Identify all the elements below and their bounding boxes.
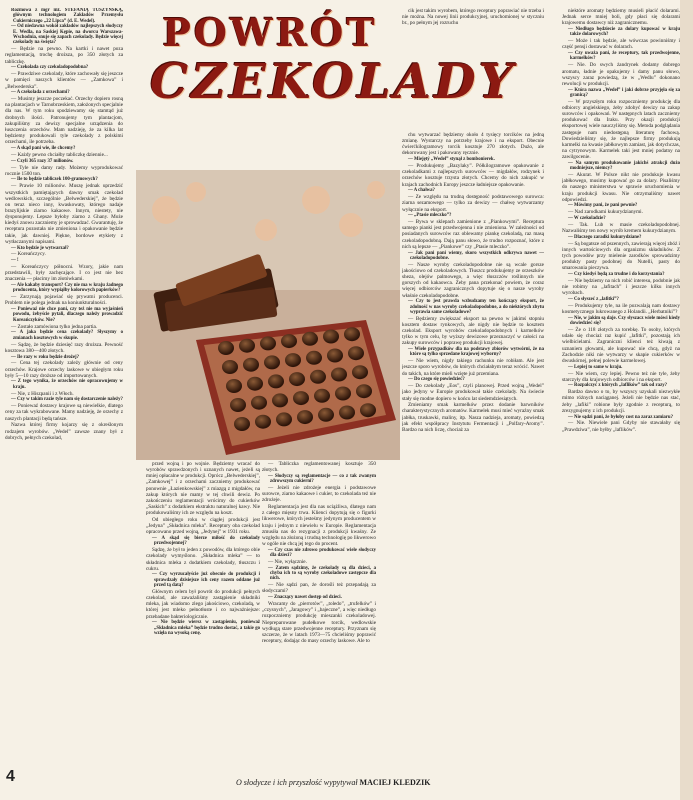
interview-question: — Czy w takim razie tyle nam się dostarczenie należy? xyxy=(11,397,123,403)
praline xyxy=(260,336,276,350)
interview-question: — Czy wyrzucałyście już obecnie do produkcji i sprawdzały dzisiejsze ich ceny razem oddane już przed tą datą? xyxy=(152,572,260,589)
interview-question: — ! xyxy=(11,258,19,264)
interview-answer: — Nie wiem, nigdy takiego rachunku nie robiłam. Ale jest jeszcze sporo wyrobów, do których chciałabym teraz wrócić. Nawet do takich, na które mieli wzięte już przemiana. xyxy=(402,358,544,377)
interview-question: — Znaczący nawet dostęp od dzieci. xyxy=(268,595,342,601)
interview-answer: — Tyle nie damy rady. Możemy wyprodukować rocznie 1500 ton. xyxy=(5,164,123,177)
interview-question: — Zatem sądzimy, że czekolady są dla dzieci, a chyba ich to są wyroby czekoladowe zastępcze dla nich. xyxy=(268,565,376,582)
interview-answer: — Zostało zamówiona tylko jedna partia. xyxy=(11,323,98,330)
praline xyxy=(276,412,292,426)
interview-answer: — Jeżeli nie zdrożeje energia i podstawowe surowce, ziarno kakaowe i cukier, to czekolada też nie zdrożeje. xyxy=(262,485,376,504)
article-column-3 xyxy=(262,461,376,761)
praline xyxy=(293,391,309,405)
praline xyxy=(323,330,339,344)
interview-answer: — Nasze wyroby czekoladopodobne nie są wcale gorsze jakościowo od czekoladowych. Tłuszcz produkujemy ze orzeszków sheza, olejów palmowego, a więc tłuszczów roślinnych nie gorszych od kakaowca. Żeby pana przekonać powiem, że coraz więcej odbiorców zagranicznych dopytuje się o nasze wyroby właśnie czekoladopodobne. xyxy=(402,261,544,299)
interview-question: — Na samym produkowanie jakichś atrakcji dużo modniejsze, niemcy? xyxy=(568,160,680,172)
interview-question: — Mówimy pani, że pani pewnie? xyxy=(568,203,638,209)
interview-answer: — Nie, wyłącznie. xyxy=(268,559,307,566)
interview-answer: Bardzo dawno o to, by wszyscy uzyskali niezwykłe mimo różnych naciąganej. Jeżeli nie będzie nas stać, żeby „lafiki” robione były zgodnie z recepturą, to zrezygnujemy z ich produkcji. xyxy=(562,389,680,414)
interview-question: — Ale kakaby transport? Czy nie ma w kraju żadnego producenta, który wypiąłby kolorowych papierków? xyxy=(11,283,123,294)
praline xyxy=(243,358,259,372)
interview-answer: — Produkujemy „Bazylaky”. Półkilogramowe opakowanie z czekoladkami z najlepszych surowców — migdałów, rodzynek i orzechów kosztuje trzysta złotych. Chcemy do nich zakupić w krajach zachodnich Europy jeszcze ładniejsze opakowanie. xyxy=(402,163,544,188)
interview-answer: — Będzie na pewno. Na kartki i nawet poza reglamentacją, trochę droższa, po 350 złotych za tabliczkę. xyxy=(5,46,123,65)
interview-question: — Czy uważa pani, że receptury, tak przedwojenne, karmelków? xyxy=(568,51,680,62)
article-column-4-top xyxy=(402,8,544,133)
interview-answer: — Są bogatsze od pszennych, zawierają więcej zbóż i innych wartościowych dla organizmu składników. Z tych powodów przy mielenie zarodków sprowadzimy produkty pasty podobnej do Nutelli, pasty do smarowania pieczywa. xyxy=(562,240,680,272)
interview-question: — Do czego się powiedzieć? xyxy=(408,377,465,383)
interview-question: — Od niedawna wokół zakładów najlepszych słodyczy E. Wedla, na Saskiej Kępie, na dworcu Warszawa-Wschodnia, snuje się zapach czekolady. Będzie więcej czekolady na święta? xyxy=(11,24,123,46)
interview-question: — Czy to jest prawda wzbudzamy ten kończący eksport, że zdolność w nas wyroby czekoladopodobne, a do niektórych zbytu wyprawia same czekoladowe? xyxy=(408,299,544,315)
interview-question: — Nie sądzi pani, że byłoby cost na zaraz zamiaru? xyxy=(568,414,673,420)
interview-answer: — Musimy jeszcze poczekać. Orzechy dopiero rosną na plantacjach w Tarnobrzeskiem, założonych specjalnie dla nas. W tym roku spodziewamy się stamtąd już drobnych ilości. Patronujemy tym plantacjom, zakupiliśmy za dewizy specjalne urządzenia do łuszczenia orzechów. Mam nadzieję, że za kilka lat będziemy produkowali tyle czekolady z polskimi orzechami, ile potrzeba. xyxy=(5,96,123,146)
interview-answer: — Tabliczka reglamentowanej kosztuje 350 złotych. xyxy=(262,461,376,474)
interview-answer: — Każdy pewno chciałby tabliczkę dziennie... xyxy=(11,151,108,158)
praline xyxy=(234,417,250,431)
interview-question: — „Ptasie mleczko”? xyxy=(408,213,452,219)
praline xyxy=(218,341,234,355)
interview-answer: — Nad zarodkami kukurydzianymi. xyxy=(568,209,643,216)
praline xyxy=(264,355,280,369)
praline xyxy=(222,360,238,374)
interview-answer: — Nie. Do swych żandrynek dodamy dobrego aromatu, ładnie je opakujemy i damy panu słowo, wszyscy zaraz powiedzą, że w „Wedlu” dokonano rewolucji w produkcji. xyxy=(562,62,680,87)
interview-answer: — Że o 118 złotych za torebkę. To osoby, których udało się chociaż raz kupić „lafitki”, pozostają ich wielbicielami. Zagraniczni klienci też kiwają z uznaniem głowami, ale kupować nie chcą, gdyż na Zachodzie niki nie wytwarzy w skapie cukierków w dwuskórnej, pełnej polewie karmelowej. xyxy=(562,327,680,364)
interview-answer: Zmieniamy smak karmelków przez dodanie barwników charakterystycznych aromatów. Karmelek musi mieć wyraźny smak jabłka, truskawki, maliny, itp. Nasza nadzieja, aromaty, powiedzą jak efekt współpracy Instytutu Fermentacji i „Polfary-Aromy”. Bardzo na nich liczę, chociaż za xyxy=(402,402,544,433)
interview-question: — Czy kiedyś będą za trudne i do korzystania? xyxy=(568,272,665,278)
praline xyxy=(251,396,267,410)
praline xyxy=(247,377,263,391)
praline xyxy=(339,406,355,420)
interview-question: — Rozpalczyć z których „laflików” tak od razy? xyxy=(568,383,667,389)
interview-answer: — Ze względu na trudną dostępność podstawowego surowca: ziarna sezamowego — tylko za dewizy — chałwę wytwarzamy wyłącznie na eksport. xyxy=(402,194,544,213)
interview-question: — Wiele przypadków dla na podstawy zbiorów wytwórni, że na które są tylko sprzedane krajowej wyborny? xyxy=(408,347,544,358)
article-column-4 xyxy=(402,132,544,762)
interview-question: — W czekoladzie? xyxy=(568,216,606,222)
interview-answer: — W przyszłym roku rozpoczniemy produkcję dla odbiorcy angielskiego, żeby zdobyć dewizy na zakup surowców i opakowań. W następnych latach zaczniemy produkować dla Iraku. Przy okazji produkcji eksportowej wiele nauczyliśmy się. Metoda podglądania zastępuje nam niedostępną literaturę fachową. Dowiedzieliśmy się, że najlepsze firmy produkują karmelki na kwasie jabłkowym zamiast, jak dotychczas, na cytrynowym. Karmelek taki jest mniej podatny na zawilgocenie. xyxy=(562,98,680,161)
interview-answer: Sądzę, że był to jeden z powodów, dla którego obie czekolady wymyślono. „Składnica mleka” — to składnica mleka z dodatkiem czekolady, tłuszczu i cukru. xyxy=(146,547,260,572)
page-margin-strip xyxy=(680,0,693,800)
interview-answer: — Tak. Lub w masie czekoladopodobnej. Nazwaliśmy ten nowy wyrób kremem kukurydzianym. xyxy=(562,222,680,235)
interview-question: — A czekolada z orzechami? xyxy=(11,90,70,96)
praline xyxy=(327,349,343,363)
praline xyxy=(289,372,305,386)
byline xyxy=(236,778,430,787)
interview-question: — Co słyszeć z „lafitki”? xyxy=(568,297,619,303)
interview-answer: — Nie wiem, czy lepiej. Pewno też nie tyle, żeby starczyły dla krajowych odbiorców i na eksport. xyxy=(562,370,680,383)
praline xyxy=(352,365,368,379)
interview-question: — Dlaczego zaradki kukurydziane? xyxy=(568,234,642,240)
praline xyxy=(239,339,255,353)
interview-answer: chu wytwarzać będziemy około 4 tysięcy torcików na jedną zmianę. Wystarczy na potrzeby krajowe i na eksport. Obecnie ćwierćkilogramowy torcik kosztuje 270 złotych. Dużo, ale dekorowany jest i pakowany ręcznie. xyxy=(402,132,544,157)
interview-question: — Która nazwa „Wedel” i jaki dobrze przyjęła się za granicą? xyxy=(568,87,680,98)
page-number: 4 xyxy=(6,768,15,785)
interview-answer: Głównym celem był powrót do produkcji pełnych czekolad, ale zaważaliśmy zastąpienie składniki mleka, jak wiadomo zlego jakościowo, czekoladą, w której jest mleko pełnotłuste i co najważniejsze: przebadane bakteriologicznie. xyxy=(146,588,260,620)
interview-answer: — Może i tak będzie, ale wówczas powinniśmy i część pensji dostawać w dolarach. xyxy=(562,38,680,51)
interview-answer: — Cena tej czekolady zależy głównie od ceny orzechów. Krajowe orzechy laskowe w ubiegłym roku były 5—10 razy droższe od importowanych. xyxy=(5,360,123,379)
article-column-1 xyxy=(5,8,123,760)
praline xyxy=(335,387,351,401)
interview-answer: przed wojną i po wojnie. Będziemy wracać do wyrobów sprawdzonych i uznanych nawet, jeżeli są mniej opłacalne w produkcji. Oprócz „Belwederskiej”, „Zamkowej” i z orzechami zaczniemy produkować ponownie „Łazienkowskiej” z miazgą z migdałów, na zakup których nie mamy w tej chwili dewiz. Po zakończeniu reglamentacji wrócimy do cukierków „Saskich” z dodatkiem ekstraktu naturalnej kawy. Nie produkowaliśmy ich ze względu na koszt. xyxy=(146,461,260,517)
interview-answer: — Będziemy zwiększać eksport na pewno w jakimś stopniu kosztem dostaw rynkowych, ale nigdy nie będzie to kosztem czekolad. Eksport wyrobów czekoladopodobnych i karmelków tylko w tym celu, by wyższy dewizowe przeznaczyć w całości na zakupy surowców i poprawę produkcji krajowej. xyxy=(402,315,544,347)
praline xyxy=(255,415,271,429)
praline xyxy=(268,374,284,388)
interview-answer: — Prawie 10 milionów. Muszę jednak uprzedzić wszystkich pamiętających dawny smak czekolad wedlowskich, szczególnie „Belwederskiej”, że będzie on teraz nieco inny, kwaskowaty, którego nadaje brazylijskie ziarno kakaowe. Innym, niestety, nie dysponujemy. Lepsze byłoby ziarno z Ghany. Może kiedyś znowu zaczniemy je sprowadzać. Gwarantuję, że receptura pozostała nie zmieniona i opakowanie będzie takie, jak dawniej. Piękne, bordowe etykiety z wytłaczanymi napisami. xyxy=(5,183,123,245)
interview-answer: — Do czekolady „Eos”, czyli planowej. Przed wojną „Wedel” jako jedyny w Europie produkował takie czekolady. Na świecie stały się modne dopiero w końcu lat siedemdziesiątych. xyxy=(402,383,544,402)
interview-answer: — Nie będziemy na nich robić interesu, podobnie jak nie robimy na „lafitach” i jeszcze kilku innych wyrobach. xyxy=(562,278,680,297)
interview-question: — Lepiej to same w kraju. xyxy=(568,364,623,370)
praline xyxy=(281,334,297,348)
interview-question: — Nie będzie wiersz w zastąpieniu, ponieważ „Składnica mleka” będzie trudno dostać, a takie go wzięła na wysoką cenę. xyxy=(152,620,260,636)
praline xyxy=(230,398,246,412)
interview-answer: — Bywa w sklepach zamienione z „Piankowymi”. Receptura samego pianki jest przedwojenna i nie zmieniona. W zależności od posiadanych surowców raz oblewamy piankę czekoladą, raz masą czekoladopodobną. Dają panu słowo, że trudno rozpoznać, które z nich są lepsze — „Piankowe” czy „Ptasie mleczko”. xyxy=(402,219,544,250)
interview-question: — Kto będzie je wytwarzał? xyxy=(11,245,69,251)
praline xyxy=(314,389,330,403)
title-line-2: CZEKOLADY xyxy=(150,54,516,110)
interview-answer: Nazwa której firmy kojarzy się z określonym rodzajem wyrobów. „Wedel” zawsze znany był z dobrych, pełnych czekolad, xyxy=(5,422,123,441)
article-column-2 xyxy=(146,461,260,761)
interview-answer: niektóre aromaty będziemy musieli płacić dolarami. Jednak serce mniej boli, gdy płaci się dolarami krajowemu dostawcy niż zagranicznemu. xyxy=(562,8,680,27)
chocolate-photo xyxy=(136,170,400,460)
interview-question: — Jak pani pani wiemy, skoro wszystkich odkrywa nawet — czekoladopodobne. xyxy=(408,250,544,261)
interview-answer: — Nie. Niewiele pani Gdyby nie stawałaby się „Prawdziwa”, nie byłby „laflików”. xyxy=(562,420,680,433)
interview-answer: — Zarzynają pojawiać się prywatni producenci. Problem nie polega jednak na koniunkturalności. xyxy=(5,294,123,307)
interview-question: — A chałwa? xyxy=(408,188,435,194)
interview-question: — A jaka będzie cena czekolady? Słyszymy o zmianach kosztowych w skupie. xyxy=(11,330,123,341)
interview-answer: — Produkujemy tyle, na ile pozwalają nam dostawy kosmetycznego lukrowanego z Holandii. „Herbatniki”? xyxy=(562,303,680,316)
praline xyxy=(306,351,322,365)
interview-answer: cik jest takim wyrobem, którego receptury poprawiać nie trzeba i nie można. Na nowej linii produkcyjnej, uruchomionej w styczniu br., po pełnym jej rozruchu xyxy=(402,8,544,27)
interview-answer: Wracamy do „pierrotów”, „toledo”, „trufelków” i „czysnych”, „Jaragowy” i „bajeczne”, a więc niedługo rozpoczniemy produkcję mieszanki czekoladowej. Niepreparowane pudełkowe torcik, wedlowskie wydługą stare przedwojenne receptury. Przyznam się szczerze, że w latach 1973—75 chcieliśmy poprawić receptury, dodając do masy orzechy laskowe. Ale to xyxy=(262,601,376,644)
interview-question: — Ile razy w roku będzie drożej? xyxy=(11,354,80,360)
praline xyxy=(344,327,360,341)
interview-question: — Z tego wynika, że orzechów nie opracowujemy w kraju. xyxy=(11,379,123,390)
interview-answer: — Poniewaź dostawy krajowe są niewielkie, dlatego ceny za tak wykrabowane. Mamy nadzieję, że orzechy z naszych plantacji będą tańsze. xyxy=(5,403,123,422)
praline xyxy=(318,408,334,422)
praline xyxy=(302,332,318,346)
interview-answer: — Nie sądzi pan, że dorośli też przepadają za słodyczami? xyxy=(262,582,376,595)
interview-answer: — Prawdziwe czekolady, które zachowały się jeszcze w pamięci naszych klientów — „Zamkowa” i „Belwederska”. xyxy=(5,71,123,90)
praline xyxy=(310,370,326,384)
interview-answer: Od ubiegłego roku w ciągłej produkcji jest „Jedyna” „Składnica mleka”. Receptury oba czekolad opracowano przed wojną, „Jedynej” w 1931 roku. xyxy=(146,517,260,536)
interview-question: — Słodyczy są reglamentacje — co z tak zwanym zdrowszym cukierni? xyxy=(268,473,376,485)
interview-answer: — Koreańczycy północni. Wzory, jakie nam przedstawili, były zachęcające. I co jest nie bez znaczenia — płacimy im złotówkami. xyxy=(5,264,123,283)
interview-question: — A skąd pani wie, ile chcemy? xyxy=(11,146,76,152)
praline xyxy=(297,410,313,424)
chocolate-illustration xyxy=(136,170,400,460)
praline xyxy=(226,379,242,393)
interview-question: — Ile to będzie tabliczek 100-gramowych? xyxy=(11,177,98,183)
praline xyxy=(356,384,372,398)
interview-answer: — Koreańczycy. xyxy=(11,251,46,258)
byline-text: O słodyczе i ich przyszłość wypytywał xyxy=(236,778,358,787)
praline xyxy=(331,368,347,382)
interview-question: — Czyli 365 razy 37 milionów. xyxy=(11,158,74,164)
praline xyxy=(348,346,364,360)
interview-question: — A skąd się bierze miłość do czekolady przedwojennej? xyxy=(152,536,260,547)
title-line-1: POWRÓT xyxy=(162,10,378,55)
interview-question: — Czy czas nie zdrowo produkować wiele słodyczy dla dzieci? xyxy=(268,547,376,559)
praline xyxy=(285,353,301,367)
interview-question: — Niedługo będziecie za dolary kupować w kraju także dolarowych? xyxy=(568,27,680,38)
interview-answer: Reglamentacja jest dla nas uciążliwa, dlatego nam z całego mięsny trwa. Klienci dopytują się o figurki likwerowe, których jesteśmy jedynym producentem w kraju i jednym z niewielu w Europie. Reglamentacja zmusiła nas do rezygnacji z produkcji kwaśny. Ze względu na złożoną i trudną technologię po likwerowo w ogóle nie chcą jej tego do procent. xyxy=(262,504,376,548)
interview-answer: — Sądzę, że będzie dziesięć razy droższa. Pewność kosztowa 380—400 złotych. xyxy=(5,341,123,354)
interview-question: — Nie, w jakim są daje. Czy słyszacz wiele mówi kiedy dowiedzieć się? xyxy=(568,315,680,327)
praline xyxy=(360,403,376,417)
interview-question: — Miejętý „Wedel” stynął z bombonierek. xyxy=(408,157,495,163)
interview-question: — Poniewaź nie chce pani, czy też nie ma wyjaśnień powodu, żebyście pytali, dlaczego należy prowadzić Koreańczyków. Nie? xyxy=(11,307,123,323)
interview-answer: — Akurat. W Polsce nikt nie produkuje kwasu jabłkowego, musimy kupować go za dolary. Pisaliśmy do naszego ministerstwa w sprawie uruchomienia w kraju produkcji kwasu. Nie otrzymaliśmy nawet odpowiedzi. xyxy=(562,172,680,203)
interview-question: Rozmowa z mgr inż. STEFANIĄ TUSZYŃSKĄ, głównym technologiem Zakładów Przemysłu Cukierniczego „22 Lipca” (d. E. Wedel). xyxy=(11,8,123,24)
article-column-5 xyxy=(562,8,680,788)
interview-question: — Czekolada czy czekoladopodobna? xyxy=(11,65,89,71)
byline-author: MACIEJ KLEDZIK xyxy=(359,778,431,787)
praline xyxy=(272,393,288,407)
interview-answer: — Nie, z Hiszpanii i z Włoch. xyxy=(11,390,74,397)
